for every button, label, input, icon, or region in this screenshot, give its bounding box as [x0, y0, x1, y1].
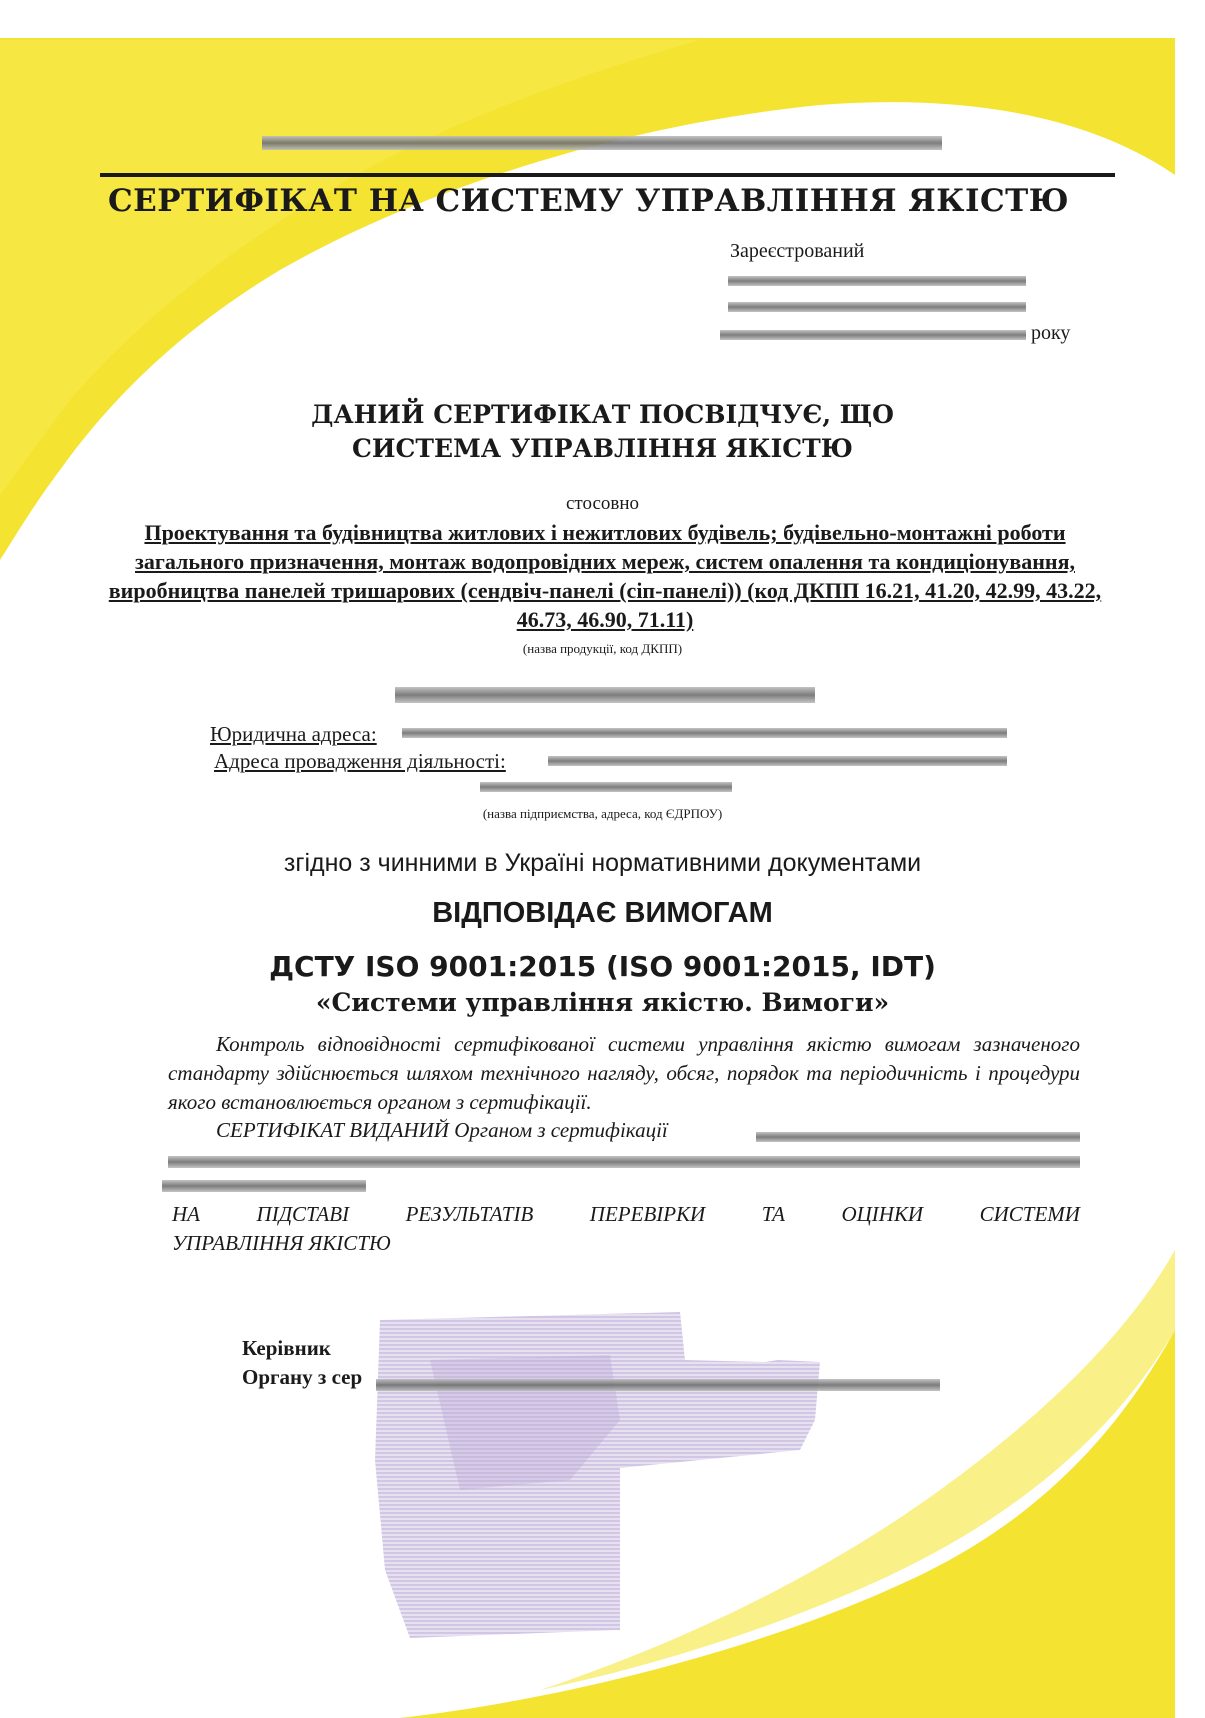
complies-heading: ВІДПОВІДАЄ ВИМОГАМ — [432, 897, 773, 929]
basis-word: НА — [172, 1202, 200, 1226]
redacted-enterprise-name — [395, 687, 815, 703]
scope-caption: (назва продукції, код ДКПП) — [522, 641, 683, 656]
basis-statement — [172, 1200, 1080, 1258]
redacted-head-name — [376, 1379, 940, 1391]
regarding-label: стосовно — [565, 493, 640, 514]
certifies-heading-line-1: ДАНИЙ СЕРТИФІКАТ ПОСВІДЧУЄ, ЩО — [311, 400, 894, 429]
redacted-registration-line-2 — [728, 302, 1026, 312]
according-statement: згідно з чинними в Україні нормативними документами — [283, 849, 922, 877]
redacted-registration-line-1 — [728, 276, 1026, 286]
head-organization-label: Органу з сер — [242, 1365, 363, 1389]
redacted-activity-address — [548, 756, 1007, 766]
redacted-certification-body-1 — [756, 1132, 1080, 1142]
certifies-heading-line-2: СИСТЕМА УПРАВЛІННЯ ЯКІСТЮ — [352, 434, 853, 463]
product-scope: Проектування та будівництва житлових і нежитлових будівель; будівельно-монтажні роботи загального призначення, монтаж водопровідних мереж, систем опалення та кондиціонування, виробництва панелей тришарових (сендвіч-панелі (сіп-панелі)) (код ДКПП 16.21, 41.20, 42.99, 43.22, 46.73, 46.90, 71.11) — [108, 520, 1102, 632]
redacted-certification-body-2 — [168, 1156, 1080, 1168]
legal-address-label: Юридична адреса: — [210, 722, 377, 746]
registered-label: Зареєстрований — [730, 240, 865, 262]
redacted-registry-name — [262, 136, 942, 150]
basis-word: ТА — [761, 1202, 785, 1226]
redacted-edrpou-code — [480, 782, 732, 792]
basis-word: ПЕРЕВІРКИ — [589, 1202, 706, 1226]
basis-word: РЕЗУЛЬТАТІВ — [405, 1202, 534, 1226]
head-label: Керівник — [242, 1336, 331, 1360]
redacted-signature-stamp — [370, 1300, 830, 1660]
redacted-registration-date — [720, 330, 1026, 340]
basis-word: ОЦІНКИ — [841, 1202, 924, 1226]
redacted-legal-address — [402, 728, 1007, 738]
year-suffix: року — [1031, 322, 1071, 344]
redacted-certification-body-3 — [162, 1180, 366, 1192]
control-paragraph: Контроль відповідності сертифікованої системи управління якістю вимогам зазначеного стандарту здійснюється шляхом технічного нагляду, обсяг, порядок та періодичність і процедури якого встановлюється органом з сертифікації. — [168, 1032, 1080, 1114]
certificate-title: СЕРТИФІКАТ НА СИСТЕМУ УПРАВЛІННЯ ЯКІСТЮ — [108, 183, 1070, 219]
basis-line-1 — [172, 1200, 1080, 1229]
basis-word: ПІДСТАВІ — [256, 1202, 350, 1226]
standard-code: ДСТУ ISO 9001:2015 (ISO 9001:2015, IDT) — [269, 950, 936, 983]
activity-address-label: Адреса провадження діяльності: — [214, 749, 506, 773]
basis-word: СИСТЕМИ — [979, 1202, 1080, 1226]
basis-line-2: УПРАВЛІННЯ ЯКІСТЮ — [172, 1231, 391, 1255]
issued-by-label: СЕРТИФІКАТ ВИДАНИЙ Органом з сертифікації — [216, 1118, 668, 1142]
title-rule — [100, 173, 1115, 177]
enterprise-caption: (назва підприємства, адреса, код ЄДРПОУ) — [482, 806, 723, 821]
standard-title: «Системи управління якістю. Вимоги» — [315, 988, 890, 1017]
